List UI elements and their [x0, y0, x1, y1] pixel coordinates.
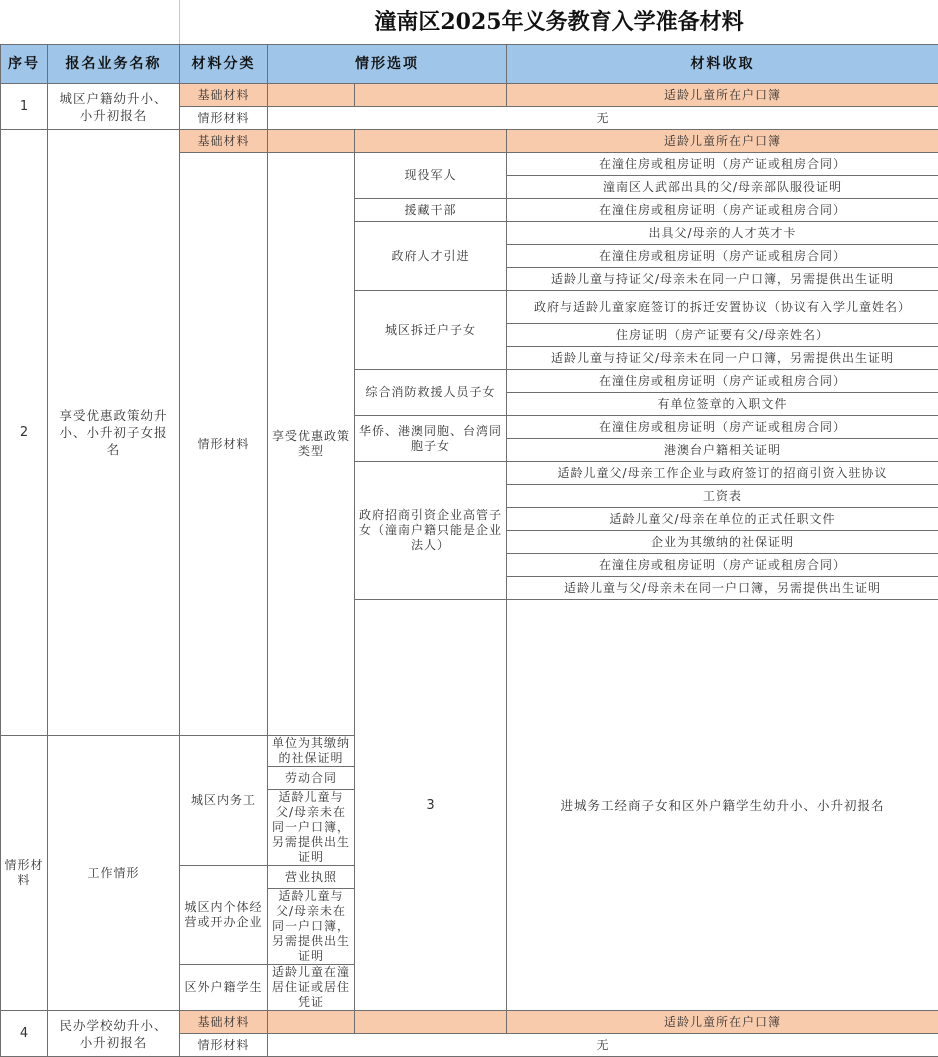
- material-cell[interactable]: 无: [268, 1034, 938, 1057]
- material-cell[interactable]: 适龄儿童在潼居住证或居住凭证: [268, 965, 355, 1011]
- business-name-cell[interactable]: 进城务工经商子女和区外户籍学生幼升小、小升初报名: [507, 600, 938, 1011]
- category-cell[interactable]: 基础材料: [180, 130, 268, 153]
- option-cell[interactable]: 城区内务工: [180, 736, 268, 866]
- category-cell[interactable]: 基础材料: [180, 1011, 268, 1034]
- material-cell[interactable]: 适龄儿童所在户口簿: [507, 1011, 938, 1034]
- seq-cell[interactable]: 4: [1, 1011, 48, 1057]
- empty-cell[interactable]: [268, 84, 355, 107]
- material-cell[interactable]: 在潼住房或租房证明（房产证或租房合同）: [507, 554, 938, 577]
- business-name-cell[interactable]: 城区户籍幼升小、小升初报名: [48, 84, 180, 130]
- category-cell[interactable]: 情形材料: [180, 153, 268, 736]
- table-row: [1, 84, 938, 107]
- material-cell[interactable]: 营业执照: [268, 866, 355, 889]
- material-cell[interactable]: 无: [268, 107, 938, 130]
- empty-cell[interactable]: [355, 84, 507, 107]
- material-cell[interactable]: 企业为其缴纳的社保证明: [507, 531, 938, 554]
- material-cell[interactable]: 在潼住房或租房证明（房产证或租房合同）: [507, 199, 938, 222]
- material-cell[interactable]: 适龄儿童与持证父/母亲未在同一户口簿，另需提供出生证明: [507, 268, 938, 291]
- material-cell[interactable]: 适龄儿童与父/母亲未在同一户口簿，另需提供出生证明: [507, 577, 938, 600]
- materials-table: [0, 44, 938, 1057]
- category-cell[interactable]: 情形材料: [180, 1034, 268, 1057]
- type-cell[interactable]: 工作情形: [48, 736, 180, 1011]
- header-row: [1, 45, 938, 84]
- header-situation[interactable]: 情形选项: [268, 45, 507, 84]
- seq-cell[interactable]: 3: [355, 600, 507, 1011]
- material-cell[interactable]: 在潼住房或租房证明（房产证或租房合同）: [507, 370, 938, 393]
- material-cell[interactable]: 适龄儿童与父/母亲未在同一户口簿，另需提供出生证明: [268, 889, 355, 965]
- material-cell[interactable]: 适龄儿童与持证父/母亲未在同一户口簿，另需提供出生证明: [507, 347, 938, 370]
- material-cell[interactable]: 在潼住房或租房证明（房产证或租房合同）: [507, 416, 938, 439]
- business-name-cell[interactable]: 享受优惠政策幼升小、小升初子女报名: [48, 130, 180, 736]
- header-category[interactable]: 材料分类: [180, 45, 268, 84]
- material-cell[interactable]: 适龄儿童所在户口簿: [507, 84, 938, 107]
- material-cell[interactable]: 政府与适龄儿童家庭签订的拆迁安置协议（协议有入学儿童姓名）: [507, 291, 938, 324]
- empty-cell[interactable]: [355, 1011, 507, 1034]
- material-cell[interactable]: 在潼住房或租房证明（房产证或租房合同）: [507, 245, 938, 268]
- title-blank-cell[interactable]: [0, 0, 180, 44]
- option-cell[interactable]: 城区拆迁户子女: [355, 291, 507, 370]
- option-cell[interactable]: 华侨、港澳同胞、台湾同胞子女: [355, 416, 507, 462]
- category-cell[interactable]: 情形材料: [180, 107, 268, 130]
- material-cell[interactable]: 单位为其缴纳的社保证明: [268, 736, 355, 767]
- material-cell[interactable]: 港澳台户籍相关证明: [507, 439, 938, 462]
- material-cell[interactable]: 有单位签章的入职文件: [507, 393, 938, 416]
- material-cell[interactable]: 适龄儿童所在户口簿: [507, 130, 938, 153]
- table-row: [1, 130, 938, 153]
- option-cell[interactable]: 城区内个体经营或开办企业: [180, 866, 268, 965]
- table-row: [1, 1011, 938, 1034]
- material-cell[interactable]: 住房证明（房产证要有父/母亲姓名）: [507, 324, 938, 347]
- header-business[interactable]: 报名业务名称: [48, 45, 180, 84]
- page-title: 潼南区2025年义务教育入学准备材料: [180, 0, 938, 44]
- type-cell[interactable]: 享受优惠政策类型: [268, 153, 355, 736]
- business-name-cell[interactable]: 民办学校幼升小、小升初报名: [48, 1011, 180, 1057]
- empty-cell[interactable]: [268, 130, 355, 153]
- material-cell[interactable]: 潼南区人武部出具的父/母亲部队服役证明: [507, 176, 938, 199]
- category-cell[interactable]: 基础材料: [180, 84, 268, 107]
- header-seq[interactable]: 序号: [1, 45, 48, 84]
- header-materials[interactable]: 材料收取: [507, 45, 938, 84]
- seq-cell[interactable]: 1: [1, 84, 48, 130]
- material-cell[interactable]: 适龄儿童父/母亲工作企业与政府签订的招商引资入驻协议: [507, 462, 938, 485]
- material-cell[interactable]: 工资表: [507, 485, 938, 508]
- option-cell[interactable]: 援藏干部: [355, 199, 507, 222]
- material-cell[interactable]: 在潼住房或租房证明（房产证或租房合同）: [507, 153, 938, 176]
- empty-cell[interactable]: [268, 1011, 355, 1034]
- category-cell[interactable]: 情形材料: [1, 736, 48, 1011]
- option-cell[interactable]: 区外户籍学生: [180, 965, 268, 1011]
- material-cell[interactable]: 适龄儿童与父/母亲未在同一户口簿，另需提供出生证明: [268, 790, 355, 866]
- title-row: [0, 0, 938, 44]
- material-cell[interactable]: 出具父/母亲的人才英才卡: [507, 222, 938, 245]
- option-cell[interactable]: 政府人才引进: [355, 222, 507, 291]
- material-cell[interactable]: 劳动合同: [268, 767, 355, 790]
- option-cell[interactable]: 现役军人: [355, 153, 507, 199]
- option-cell[interactable]: 政府招商引资企业高管子女（潼南户籍只能是企业法人）: [355, 462, 507, 600]
- material-cell[interactable]: 适龄儿童父/母亲在单位的正式任职文件: [507, 508, 938, 531]
- option-cell[interactable]: 综合消防救援人员子女: [355, 370, 507, 416]
- seq-cell[interactable]: 2: [1, 130, 48, 736]
- empty-cell[interactable]: [355, 130, 507, 153]
